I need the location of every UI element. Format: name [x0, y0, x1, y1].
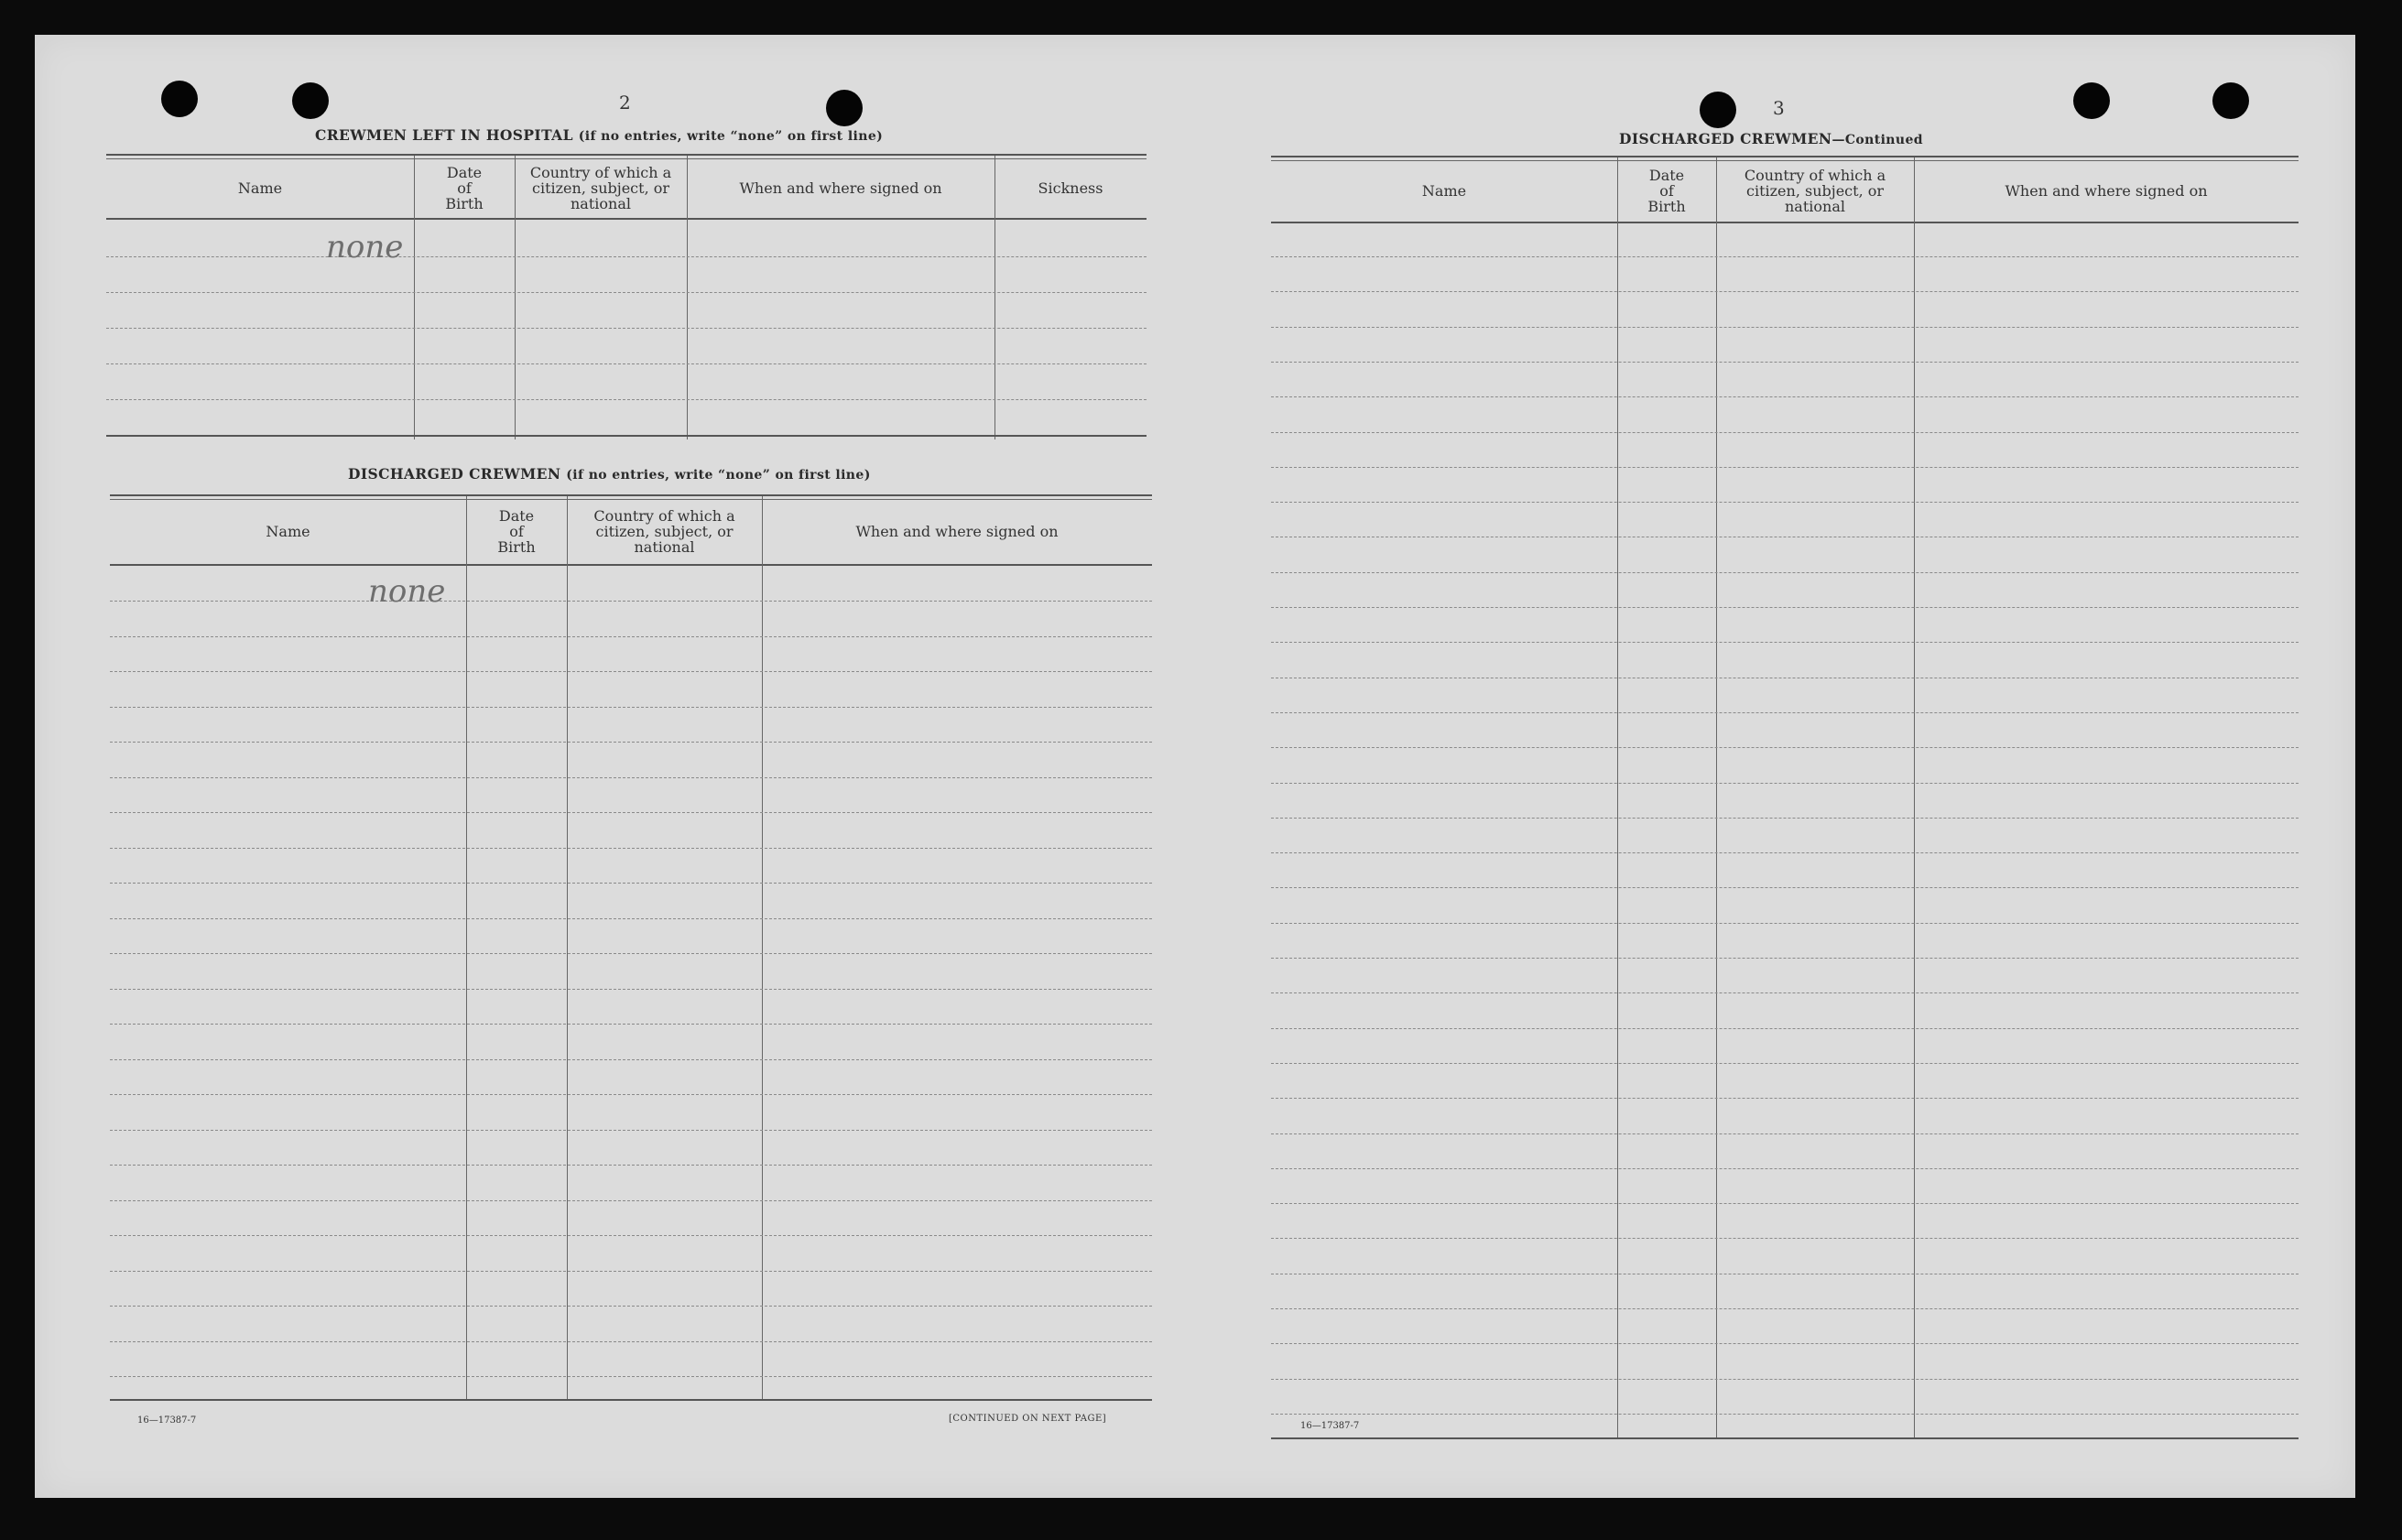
ruled-line	[110, 636, 1152, 637]
punch-hole-1	[161, 81, 198, 117]
ruled-line	[1271, 1308, 2299, 1309]
ruled-line	[1271, 783, 2299, 784]
right-title-text: DISCHARGED CREWMEN	[1619, 130, 1832, 147]
ruled-line	[1271, 1203, 2299, 1204]
punch-hole-5	[2073, 82, 2110, 119]
punch-hole-3	[826, 90, 863, 126]
discharged-header-dob-text: Date of Birth	[497, 506, 536, 556]
ruled-line	[1271, 362, 2299, 363]
discharged-continued-table	[1271, 156, 2299, 1439]
ruled-line	[1271, 958, 2299, 959]
hospital-col-divider-3	[687, 156, 688, 439]
hospital-header-signed-on: When and where signed on	[739, 179, 942, 197]
ruled-line	[110, 989, 1152, 990]
hospital-title-text: CREWMEN LEFT IN HOSPITAL	[315, 126, 573, 144]
continued-header-country-text: Country of which a citizen, subject, or national	[1744, 166, 1886, 215]
hospital-row-line	[106, 399, 1147, 400]
hospital-header-dob	[414, 156, 515, 220]
ruled-line	[1271, 256, 2299, 257]
ruled-line	[1271, 712, 2299, 713]
hospital-row-line	[106, 292, 1147, 293]
ruled-line	[110, 918, 1152, 919]
discharged-table	[110, 494, 1152, 1401]
right-title-suffix: —Continued	[1831, 133, 1923, 147]
hospital-section-title	[315, 126, 883, 144]
discharged-header-country	[567, 496, 762, 566]
ruled-line	[110, 1341, 1152, 1342]
hospital-header-sickness: Sickness	[1038, 179, 1103, 197]
continued-header-dob-text: Date of Birth	[1647, 166, 1686, 215]
ruled-line	[1271, 1098, 2299, 1099]
ruled-line	[1271, 1343, 2299, 1344]
ruled-line	[1271, 642, 2299, 643]
right-form-code: 16—17387-7	[1300, 1421, 1360, 1431]
ruled-line	[110, 707, 1152, 708]
ruled-line	[1271, 992, 2299, 993]
punch-hole-6	[2212, 82, 2249, 119]
continued-header-country	[1716, 157, 1914, 223]
ruled-line	[1271, 1028, 2299, 1029]
ruled-line	[1271, 852, 2299, 853]
discharged-header-country-text: Country of which a citizen, subject, or national	[593, 506, 735, 556]
discharged-col-divider-3	[762, 496, 763, 1401]
continued-col-divider-2	[1716, 157, 1717, 1439]
continued-note: [CONTINUED ON NEXT PAGE]	[949, 1414, 1107, 1424]
hospital-row-line	[106, 363, 1147, 364]
hospital-col-divider-2	[515, 156, 516, 439]
hospital-col-divider-1	[414, 156, 415, 439]
ruled-line	[1271, 291, 2299, 292]
ruled-line	[110, 812, 1152, 813]
ruled-line	[1271, 467, 2299, 468]
ruled-line	[1271, 396, 2299, 397]
right-section-title	[1619, 130, 1923, 147]
document-sheet	[35, 35, 2355, 1498]
ruled-line	[110, 1200, 1152, 1201]
ruled-line	[1271, 923, 2299, 924]
ruled-line	[1271, 887, 2299, 888]
left-page-number: 2	[619, 92, 631, 114]
continued-table-bottom	[1271, 1437, 2299, 1439]
continued-header-signed-on: When and where signed on	[2005, 181, 2208, 200]
hospital-row-line	[106, 256, 1147, 257]
punch-hole-4	[1700, 92, 1736, 128]
ruled-line	[1271, 1238, 2299, 1239]
ruled-line	[110, 1024, 1152, 1025]
continued-header-name: Name	[1421, 181, 1467, 200]
discharged-col-divider-1	[466, 496, 467, 1401]
ruled-line	[110, 883, 1152, 884]
ruled-line	[110, 742, 1152, 743]
discharged-title-note: (if no entries, write “none” on first line)	[566, 468, 871, 483]
hospital-title-note: (if no entries, write “none” on first line)	[578, 129, 884, 144]
ruled-line	[110, 1094, 1152, 1095]
hospital-entry-none: none	[326, 229, 404, 266]
ruled-line	[1271, 432, 2299, 433]
punch-hole-2	[292, 82, 329, 119]
ruled-line	[110, 953, 1152, 954]
ruled-line	[1271, 747, 2299, 748]
ruled-line	[1271, 1168, 2299, 1169]
ruled-line	[1271, 502, 2299, 503]
ruled-line	[110, 1165, 1152, 1166]
ruled-line	[1271, 1379, 2299, 1380]
discharged-section-title	[348, 465, 871, 483]
continued-col-divider-1	[1617, 157, 1618, 1439]
discharged-table-bottom	[110, 1399, 1152, 1401]
ruled-line	[1271, 607, 2299, 608]
ruled-line	[1271, 327, 2299, 328]
ruled-line	[110, 671, 1152, 672]
continued-col-divider-3	[1914, 157, 1915, 1439]
ruled-line	[110, 1306, 1152, 1307]
hospital-header-name: Name	[237, 179, 283, 197]
ruled-line	[110, 777, 1152, 778]
ruled-line	[1271, 572, 2299, 573]
hospital-table-bottom	[106, 435, 1147, 437]
discharged-col-divider-2	[567, 496, 568, 1401]
hospital-header-dob-text: Date of Birth	[445, 163, 484, 212]
ruled-line	[110, 1130, 1152, 1131]
right-page-number: 3	[1773, 97, 1785, 119]
ruled-line	[110, 1376, 1152, 1377]
discharged-header-dob	[466, 496, 567, 566]
ruled-line	[110, 1059, 1152, 1060]
ruled-line	[1271, 1063, 2299, 1064]
hospital-col-divider-4	[994, 156, 995, 439]
left-form-code: 16—17387-7	[137, 1415, 197, 1426]
discharged-title-text: DISCHARGED CREWMEN	[348, 465, 561, 483]
discharged-entry-none: none	[368, 573, 446, 610]
ruled-line	[1271, 1414, 2299, 1415]
ruled-line	[110, 601, 1152, 602]
ruled-line	[110, 848, 1152, 849]
ruled-line	[110, 1271, 1152, 1272]
ruled-line	[1271, 1133, 2299, 1134]
hospital-header-country-text: Country of which a citizen, subject, or national	[529, 163, 672, 212]
discharged-header-signed-on: When and where signed on	[855, 522, 1059, 540]
discharged-header-name: Name	[266, 522, 310, 540]
ruled-line	[1271, 818, 2299, 819]
hospital-table	[106, 154, 1147, 439]
ruled-line	[110, 1235, 1152, 1236]
hospital-row-line	[106, 328, 1147, 329]
hospital-header-country	[515, 156, 687, 220]
continued-header-dob	[1617, 157, 1716, 223]
